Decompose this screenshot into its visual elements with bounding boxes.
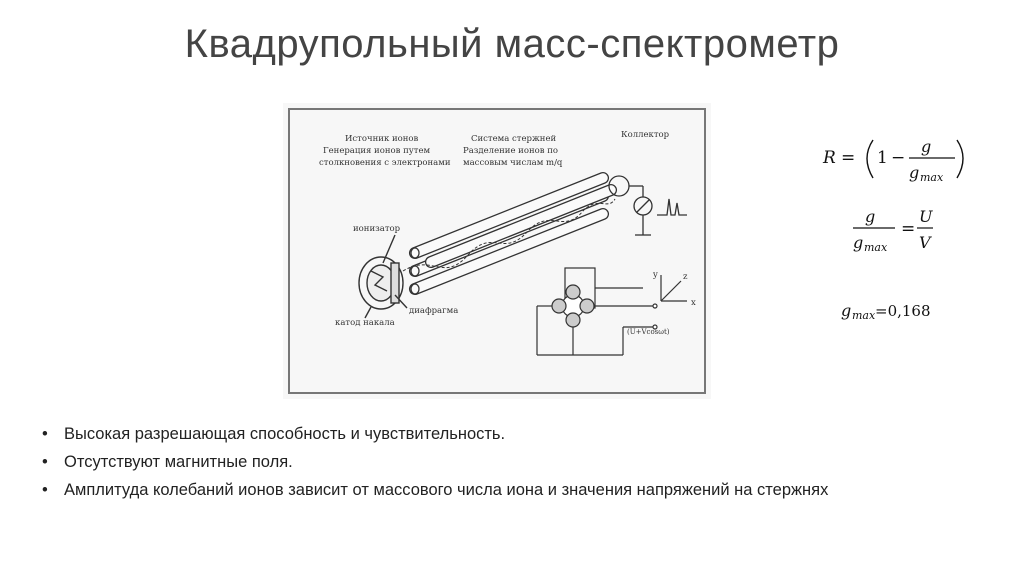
source-label-2: Генерация ионов путем [323,146,431,156]
voltage-label: (U+Vcosωt) [627,328,670,336]
axis-x-label: x [691,298,696,308]
formula2-gmax-den-sub: max [864,241,888,254]
bullet-dot: • [42,425,48,443]
formula3-gmax: g [841,301,852,320]
bullet-text: Отсутствуют магнитные поля. [64,453,293,471]
bullet-item [42,452,1002,480]
formula3-value: =0,168 [875,302,931,320]
mass-spectrometer-diagram [283,103,711,399]
formula3-gmax-sub: max [852,309,876,322]
formula2-gmax-den: g [853,233,864,252]
bullet-text: Высокая разрешающая способность и чувствительность. [64,425,506,443]
formula2-eq: = [901,219,916,239]
diaphragm-label: диафрагма [409,306,459,316]
rod-system [410,173,617,295]
source-label-1: Источник ионов [345,134,419,144]
formula-gmax-den-sub: max [920,171,944,184]
axis-y-label: y [653,270,658,280]
bullet-list [42,424,1002,508]
bullet-item [42,480,1002,508]
ion-source [359,235,407,318]
formula-g-num: g [921,137,932,156]
rods-label-1: Система стержней [471,134,557,144]
collector [609,176,687,235]
paren-left [867,140,873,178]
bullet-text: Амплитуда колебаний ионов зависит от массового числа иона и значения напряжений на стержнях [64,481,829,499]
formula-svg [815,120,985,330]
formula2-g-num: g [865,207,876,226]
formula-gmax-den: g [909,163,920,182]
paren-right [957,140,963,178]
bullet-item [42,424,1002,452]
bullet-dot: • [42,453,48,471]
formula2-u: U [919,207,933,226]
formula-r-eq: = [841,148,856,168]
slide-title: Квадрупольный масс-спектрометр [184,22,840,66]
rods-label-3: массовым числам m/q [463,158,563,168]
formula2-v: V [919,233,931,252]
cathode-label: катод накала [335,318,395,328]
rods-label-2: Разделение ионов по [463,146,559,156]
ionizer-label: ионизатор [353,224,401,234]
diagram-svg [283,103,711,399]
formula-minus: − [891,148,906,168]
rod-cross-section [537,268,657,355]
collector-label: Коллектор [621,130,670,140]
source-label-3: столкновения с электронами [319,158,451,168]
axis-z-label: z [683,272,688,282]
formula-r: R [823,148,836,168]
formula-one: 1 [877,148,888,168]
formula-panel [815,120,985,330]
bullet-dot: • [42,481,48,499]
